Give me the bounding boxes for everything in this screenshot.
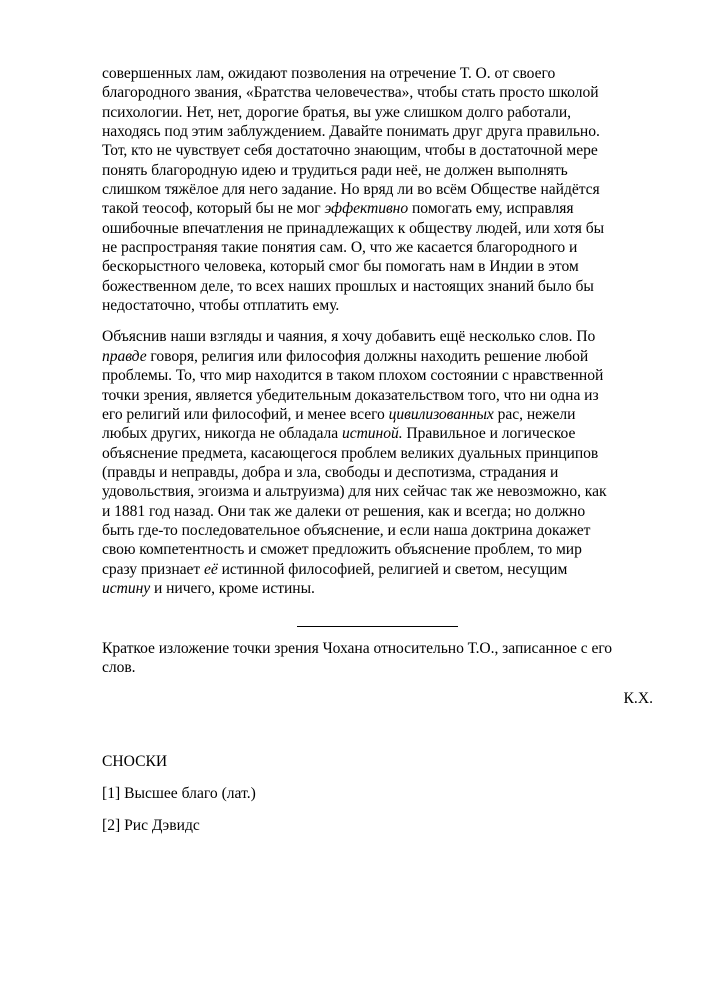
paragraph-2 <box>102 327 655 598</box>
text-line: Тот, кто не чувствует себя достаточно знающим, чтобы в достаточной мере <box>102 142 598 160</box>
text-line <box>102 560 655 579</box>
text-line: (правды и неправды, добра и зла, свободы и деспотизма, страдания и <box>102 463 559 481</box>
text-line <box>102 579 655 598</box>
text-line: находясь под этим заблуждением. Давайте понимать друг друга правильно. <box>102 123 600 141</box>
footnotes-heading: СНОСКИ <box>102 753 168 770</box>
text-line: Краткое изложение точки зрения Чохана относительно Т.О., записанное с его <box>102 640 613 657</box>
italic-emphasis: правде <box>102 347 147 365</box>
text-line: слов. <box>102 659 136 677</box>
text-run: помогать ему, исправляя <box>408 200 574 218</box>
section-divider <box>297 626 458 627</box>
text-line: Объяснив наши взгляды и чаяния, я хочу добавить ещё несколько слов. По <box>102 328 596 346</box>
text-line <box>102 347 655 366</box>
text-line: понять благородную идею и трудиться ради неё, не должен выполнять <box>102 161 568 179</box>
text-run: его религий или философий, и менее всего <box>102 405 389 423</box>
italic-emphasis: её <box>203 560 218 578</box>
text-run: говоря, религия или философия должны находить решение любой <box>146 347 589 365</box>
text-line: благородного звания, «Братства человечества», чтобы стать просто школой <box>102 84 599 102</box>
text-line: быть где-то последовательное объяснение, и если наша доктрина докажет <box>102 521 591 539</box>
text-line: не распространяя такие понятия сам. О, что же касается благородного и <box>102 239 578 257</box>
text-line <box>102 424 655 443</box>
text-line: проблемы. То, что мир находится в таком плохом состоянии с нравственной <box>102 367 604 385</box>
text-line <box>102 405 655 424</box>
italic-emphasis: истину <box>102 579 151 597</box>
text-line: бескорыстного человека, который смог бы помогать нам в Индии в этом <box>102 258 579 276</box>
text-line: свою компетентность и сможет предложить объяснение проблем, то мир <box>102 541 582 559</box>
text-line: психологии. Нет, нет, дорогие братья, вы уже слишком долго работали, <box>102 103 571 121</box>
text-run: сразу признает <box>102 560 204 578</box>
text-line: совершенных лам, ожидают позволения на отречение Т. О. от своего <box>102 65 556 82</box>
paragraph-1 <box>102 64 655 315</box>
text-run: Правильное и логическое <box>402 425 576 443</box>
text-run: и ничего, кроме истины. <box>150 579 315 597</box>
document-body <box>102 64 655 598</box>
text-line: объяснение предмета, касающегося проблем великих дуальных принципов <box>102 444 599 462</box>
signature: К.Х. <box>623 690 653 707</box>
text-line: слишком тяжёлое для него задание. Но вряд ли во всём Обществе найдётся <box>102 181 600 199</box>
text-line: и 1881 год назад. Они так же далеки от решения, как и всегда; но должно <box>102 502 586 520</box>
text-run: истинной философией, религией и светом, несущим <box>217 560 568 578</box>
footnote-item: [1] Высшее благо (лат.) <box>102 785 256 802</box>
text-line: недостаточно, чтобы отплатить ему. <box>102 297 340 315</box>
italic-emphasis: цивилизованных <box>388 405 494 423</box>
text-line: ошибочные впечатления не принадлежащих к обществу людей, или хотя бы <box>102 219 605 237</box>
text-line: точки зрения, является убедительным доказательством того, что ни одна из <box>102 386 599 404</box>
footnote-item: [2] Рис Дэвидс <box>102 817 200 834</box>
text-run: такой теософ, который бы не мог <box>102 200 325 218</box>
text-line: божественном деле, то всех наших прошлых и настоящих знаний было бы <box>102 277 594 295</box>
text-run: рас, нежели <box>493 405 576 423</box>
summary-paragraph <box>102 639 662 678</box>
italic-emphasis: истиной. <box>341 425 403 443</box>
text-line: удовольствия, эгоизма и альтруизма) для них сейчас так же невозможно, как <box>102 483 607 501</box>
text-run: любых других, никогда не обладала <box>102 425 342 443</box>
text-line <box>102 199 655 218</box>
italic-emphasis: эффективно <box>324 200 409 218</box>
